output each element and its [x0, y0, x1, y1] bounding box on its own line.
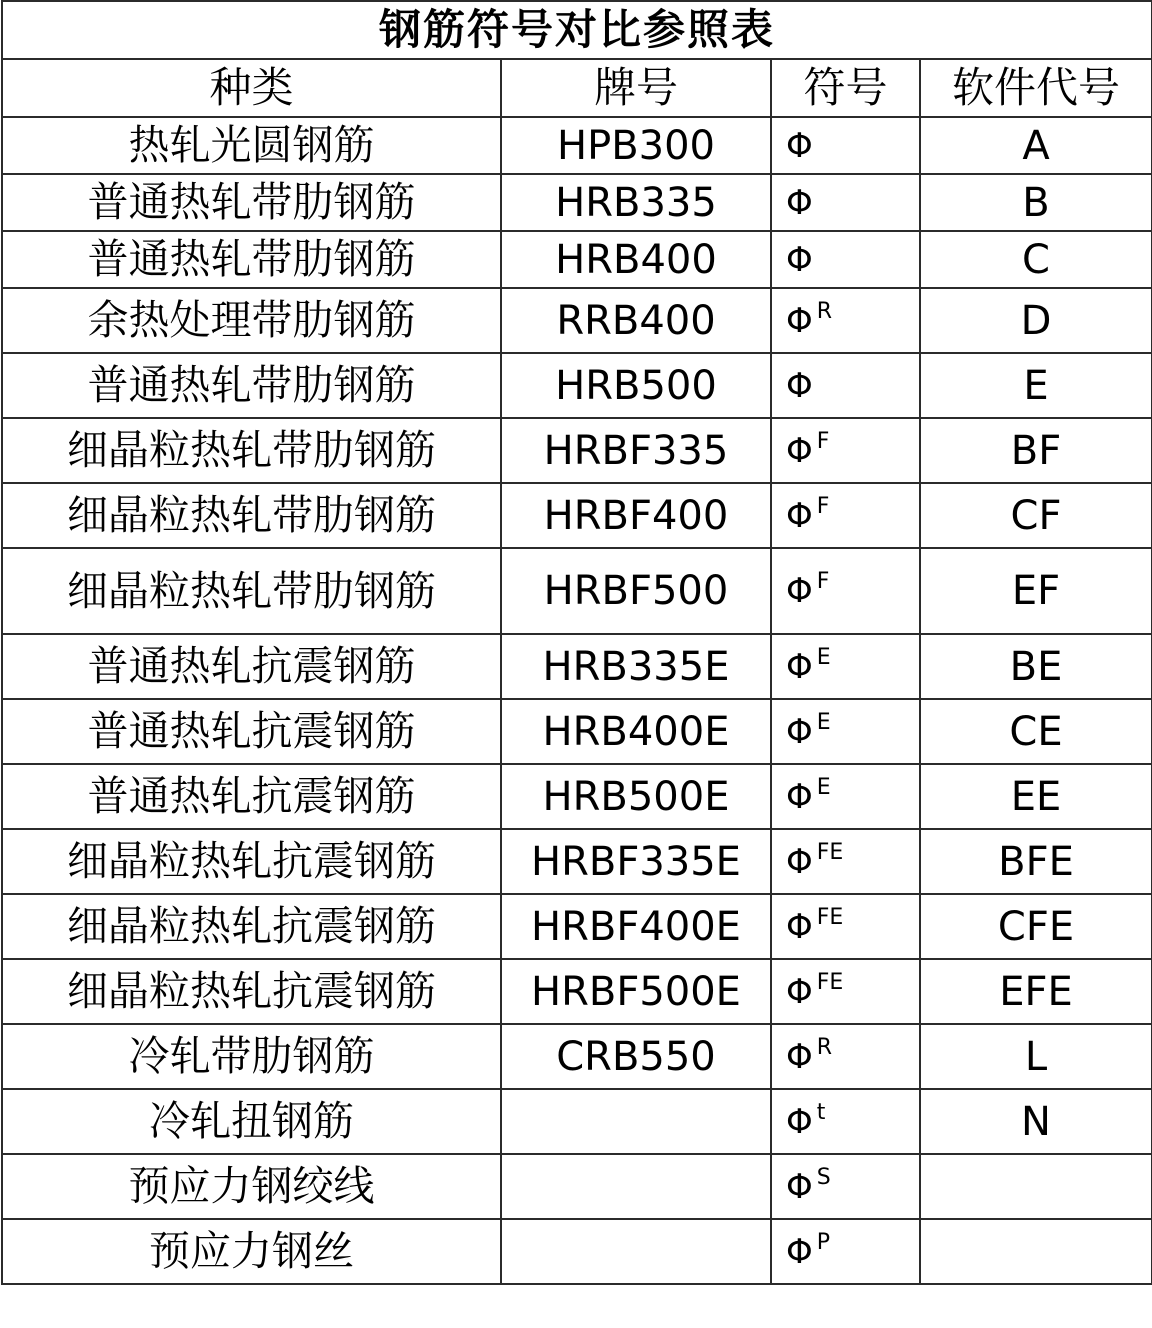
rebar-symbol: Φ — [786, 776, 813, 817]
rebar-symbol: Φ — [786, 495, 813, 536]
cell-symbol[interactable] — [771, 548, 920, 634]
title-row — [2, 1, 1152, 59]
header-type[interactable]: 种类 — [2, 59, 501, 117]
rebar-symbol: Φ — [786, 239, 813, 280]
symbol-superscript: FE — [816, 969, 844, 995]
symbol-superscript: t — [816, 1099, 826, 1125]
cell-software-code[interactable]: EFE — [920, 959, 1152, 1024]
cell-symbol[interactable] — [771, 231, 920, 288]
cell-type[interactable]: 细晶粒热轧带肋钢筋 — [2, 418, 501, 483]
cell-grade[interactable]: HRB335 — [501, 174, 771, 231]
cell-type[interactable]: 细晶粒热轧抗震钢筋 — [2, 829, 501, 894]
rebar-symbol: Φ — [786, 1231, 813, 1272]
cell-symbol[interactable] — [771, 353, 920, 418]
rebar-symbol: Φ — [786, 841, 813, 882]
cell-type[interactable]: 预应力钢丝 — [2, 1219, 501, 1284]
header-grade[interactable]: 牌号 — [501, 59, 771, 117]
rebar-symbol: Φ — [786, 646, 813, 687]
cell-software-code[interactable]: CF — [920, 483, 1152, 548]
cell-grade[interactable]: HRB400 — [501, 231, 771, 288]
cell-software-code[interactable]: N — [920, 1089, 1152, 1154]
cell-symbol[interactable] — [771, 1154, 920, 1219]
table-row — [2, 483, 1152, 548]
cell-software-code[interactable]: E — [920, 353, 1152, 418]
rebar-symbol: Φ — [786, 1166, 813, 1207]
cell-symbol[interactable] — [771, 699, 920, 764]
table-row — [2, 764, 1152, 829]
cell-grade[interactable]: CRB550 — [501, 1024, 771, 1089]
cell-software-code[interactable]: CFE — [920, 894, 1152, 959]
symbol-superscript: R — [816, 1034, 833, 1060]
cell-type[interactable]: 细晶粒热轧带肋钢筋 — [2, 483, 501, 548]
table-row — [2, 894, 1152, 959]
rebar-symbol: Φ — [786, 971, 813, 1012]
cell-grade[interactable] — [501, 1089, 771, 1154]
cell-type[interactable]: 普通热轧带肋钢筋 — [2, 231, 501, 288]
cell-software-code[interactable]: BF — [920, 418, 1152, 483]
cell-symbol[interactable] — [771, 1089, 920, 1154]
cell-type[interactable]: 热轧光圆钢筋 — [2, 117, 501, 174]
table-row — [2, 959, 1152, 1024]
cell-symbol[interactable] — [771, 483, 920, 548]
cell-software-code[interactable]: C — [920, 231, 1152, 288]
cell-software-code[interactable] — [920, 1219, 1152, 1284]
cell-symbol[interactable] — [771, 829, 920, 894]
header-row — [2, 59, 1152, 117]
symbol-superscript: F — [816, 428, 830, 454]
cell-grade[interactable] — [501, 1154, 771, 1219]
cell-type[interactable]: 余热处理带肋钢筋 — [2, 288, 501, 353]
cell-grade[interactable]: HRBF400E — [501, 894, 771, 959]
header-software-code[interactable]: 软件代号 — [920, 59, 1152, 117]
table-row — [2, 1089, 1152, 1154]
cell-type[interactable]: 细晶粒热轧带肋钢筋 — [2, 548, 501, 634]
cell-grade[interactable]: HRB400E — [501, 699, 771, 764]
cell-symbol[interactable] — [771, 634, 920, 699]
table-title[interactable]: 钢筋符号对比参照表 — [2, 1, 1152, 59]
table-row — [2, 548, 1152, 634]
rebar-symbol: Φ — [786, 430, 813, 471]
table-row — [2, 1219, 1152, 1284]
symbol-superscript: S — [816, 1164, 831, 1190]
cell-type[interactable]: 细晶粒热轧抗震钢筋 — [2, 894, 501, 959]
cell-grade[interactable]: HRBF335E — [501, 829, 771, 894]
cell-grade[interactable]: HPB300 — [501, 117, 771, 174]
symbol-superscript: R — [816, 298, 833, 324]
cell-software-code[interactable]: B — [920, 174, 1152, 231]
rebar-symbol: Φ — [786, 125, 813, 166]
cell-symbol[interactable] — [771, 894, 920, 959]
cell-software-code[interactable]: EE — [920, 764, 1152, 829]
symbol-superscript: FE — [816, 904, 844, 930]
cell-type[interactable]: 冷轧扭钢筋 — [2, 1089, 501, 1154]
cell-grade[interactable]: HRB335E — [501, 634, 771, 699]
table-body — [2, 117, 1152, 1284]
table-row — [2, 418, 1152, 483]
cell-software-code[interactable]: CE — [920, 699, 1152, 764]
cell-symbol[interactable] — [771, 959, 920, 1024]
symbol-superscript: E — [816, 709, 831, 735]
cell-grade[interactable]: HRBF500 — [501, 548, 771, 634]
symbol-superscript: P — [816, 1229, 831, 1255]
cell-symbol[interactable] — [771, 117, 920, 174]
cell-type[interactable]: 普通热轧抗震钢筋 — [2, 764, 501, 829]
cell-grade[interactable]: HRB500E — [501, 764, 771, 829]
cell-grade[interactable] — [501, 1219, 771, 1284]
cell-software-code[interactable]: EF — [920, 548, 1152, 634]
cell-symbol[interactable] — [771, 1024, 920, 1089]
header-symbol[interactable]: 符号 — [771, 59, 920, 117]
symbol-superscript: FE — [816, 839, 844, 865]
cell-symbol[interactable] — [771, 288, 920, 353]
table-row — [2, 117, 1152, 174]
cell-grade[interactable]: HRBF335 — [501, 418, 771, 483]
rebar-symbol: Φ — [786, 1101, 813, 1142]
cell-type[interactable]: 预应力钢绞线 — [2, 1154, 501, 1219]
cell-software-code[interactable]: L — [920, 1024, 1152, 1089]
rebar-symbol: Φ — [786, 711, 813, 752]
cell-type[interactable]: 冷轧带肋钢筋 — [2, 1024, 501, 1089]
cell-symbol[interactable] — [771, 764, 920, 829]
cell-grade[interactable]: HRB500 — [501, 353, 771, 418]
table-row — [2, 288, 1152, 353]
cell-type[interactable]: 普通热轧带肋钢筋 — [2, 353, 501, 418]
table-row — [2, 353, 1152, 418]
cell-software-code[interactable]: A — [920, 117, 1152, 174]
symbol-superscript: E — [816, 644, 831, 670]
symbol-superscript: E — [816, 774, 831, 800]
cell-grade[interactable]: RRB400 — [501, 288, 771, 353]
rebar-symbol: Φ — [786, 906, 813, 947]
rebar-symbol: Φ — [786, 182, 813, 223]
table-row — [2, 231, 1152, 288]
rebar-symbol: Φ — [786, 1036, 813, 1077]
cell-type[interactable]: 细晶粒热轧抗震钢筋 — [2, 959, 501, 1024]
table-row — [2, 1024, 1152, 1089]
cell-grade[interactable]: HRBF500E — [501, 959, 771, 1024]
cell-type[interactable]: 普通热轧抗震钢筋 — [2, 699, 501, 764]
cell-symbol[interactable] — [771, 174, 920, 231]
symbol-superscript: F — [816, 493, 830, 519]
table-row — [2, 699, 1152, 764]
rebar-symbol-table — [1, 0, 1152, 1285]
rebar-symbol: Φ — [786, 300, 813, 341]
cell-grade[interactable]: HRBF400 — [501, 483, 771, 548]
table-row — [2, 829, 1152, 894]
cell-symbol[interactable] — [771, 1219, 920, 1284]
cell-software-code[interactable]: BE — [920, 634, 1152, 699]
cell-software-code[interactable]: BFE — [920, 829, 1152, 894]
table-row — [2, 174, 1152, 231]
cell-symbol[interactable] — [771, 418, 920, 483]
rebar-symbol: Φ — [786, 365, 813, 406]
rebar-symbol: Φ — [786, 571, 813, 611]
cell-software-code[interactable]: D — [920, 288, 1152, 353]
cell-type[interactable]: 普通热轧抗震钢筋 — [2, 634, 501, 699]
cell-software-code[interactable] — [920, 1154, 1152, 1219]
table-row — [2, 634, 1152, 699]
symbol-superscript: F — [816, 569, 830, 594]
table-row — [2, 1154, 1152, 1219]
cell-type[interactable]: 普通热轧带肋钢筋 — [2, 174, 501, 231]
